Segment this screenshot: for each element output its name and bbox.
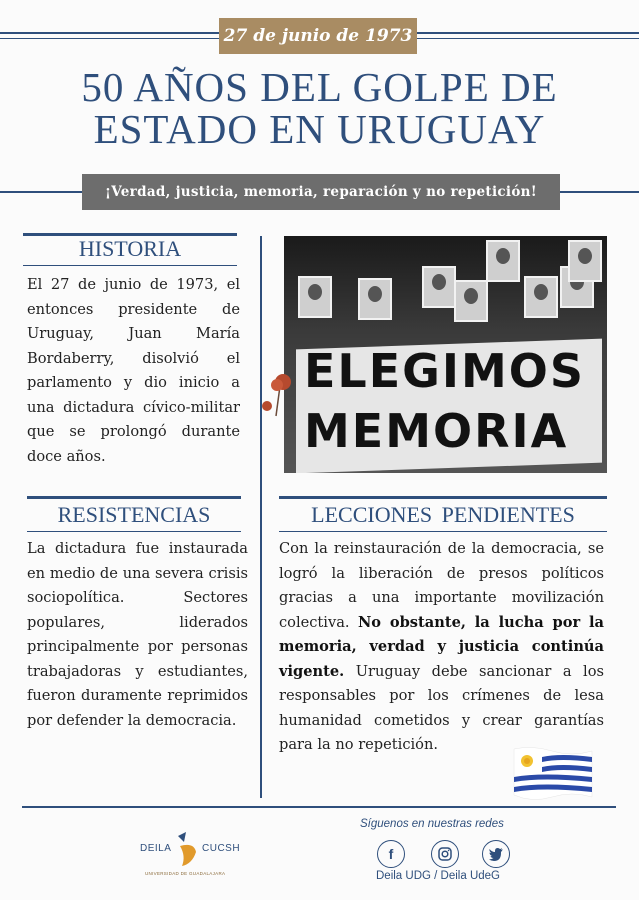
lecciones-rule-bottom [279, 531, 607, 532]
lecciones-rule-top [279, 496, 607, 499]
column-divider [260, 236, 262, 798]
slogan-line-left [0, 191, 82, 193]
portrait-6 [524, 276, 558, 318]
historia-heading: HISTORIA [78, 236, 182, 261]
slogan-bar: ¡Verdad, justicia, memoria, reparación y no repetición! [82, 174, 560, 210]
instagram-icon[interactable] [431, 840, 459, 868]
title-line-1: 50 AÑOS DEL GOLPE DE [81, 64, 558, 110]
portrait-4 [454, 280, 488, 322]
page-title [0, 66, 639, 150]
date-badge: 27 de junio de 1973 [219, 18, 417, 54]
portrait-5 [486, 240, 520, 282]
portrait-8 [568, 240, 602, 282]
slogan-line-right [560, 191, 639, 193]
banner-line-2: MEMORIA [304, 404, 569, 458]
historia-rule-bottom [23, 265, 237, 266]
resistencias-text: La dictadura fue instaurada en medio de una severa crisis sociopolítica. Sectores populares, liderados principalmente por personas trabajadoras y estudiantes, fueron duramente reprimidos por defender la democracia. [27, 540, 248, 729]
follow-text: Síguenos en nuestras redes [360, 818, 504, 830]
top-line-right-2 [417, 38, 639, 39]
lecciones-text [279, 537, 604, 758]
top-line-left-1 [0, 32, 219, 34]
instagram-glyph-icon [437, 846, 453, 862]
social-handle: Deila UDG / Deila UdeG [376, 870, 500, 882]
resistencias-rule-bottom [27, 531, 241, 532]
protest-photo [284, 236, 607, 473]
portrait-2 [358, 278, 392, 320]
logo-deila-text: DEILA [140, 843, 172, 854]
banner-line-1: ELEGIMOS [304, 344, 586, 398]
carnation-flower-icon [258, 372, 298, 418]
uruguay-flag-icon [512, 745, 594, 801]
top-line-left-2 [0, 38, 219, 39]
resistencias-heading: RESISTENCIAS [57, 502, 211, 527]
twitter-bird-icon [488, 847, 504, 861]
lecciones-heading: LECCIONES PENDIENTES [311, 502, 575, 527]
footer-rule [22, 806, 616, 808]
resistencias-rule-top [27, 496, 241, 499]
historia-text: El 27 de junio de 1973, el entonces presidente de Uruguay, Juan María Bordaberry, disolvió el parlamento y dio inicio a una dictadura cívico-militar que se prolongó durante doce años. [27, 276, 240, 465]
logo-cucsh-text: CUCSH [202, 843, 241, 854]
lecciones-text-part1: Con la reinstauración de la democracia, se logró la liberación de presos políticos gracias a una importante movilización colectiva. [279, 540, 604, 631]
deila-logo-mark-icon [172, 832, 202, 868]
portrait-3 [422, 266, 456, 308]
title-line-2: ESTADO EN URUGUAY [93, 106, 546, 152]
lecciones-text-part2: Uruguay debe sancionar a los responsables por los crímenes de lesa humanidad cometidos y crear garantías para la no repetición. [279, 662, 604, 753]
facebook-icon[interactable]: f [377, 840, 405, 868]
lecciones-text-bold: No obstante, la lucha por la memoria, verdad y justicia continúa vigente. [279, 613, 604, 680]
twitter-icon[interactable] [482, 840, 510, 868]
portrait-1 [298, 276, 332, 318]
top-line-right-1 [417, 32, 639, 34]
logo-university-text: UNIVERSIDAD DE GUADALAJARA [145, 871, 226, 876]
